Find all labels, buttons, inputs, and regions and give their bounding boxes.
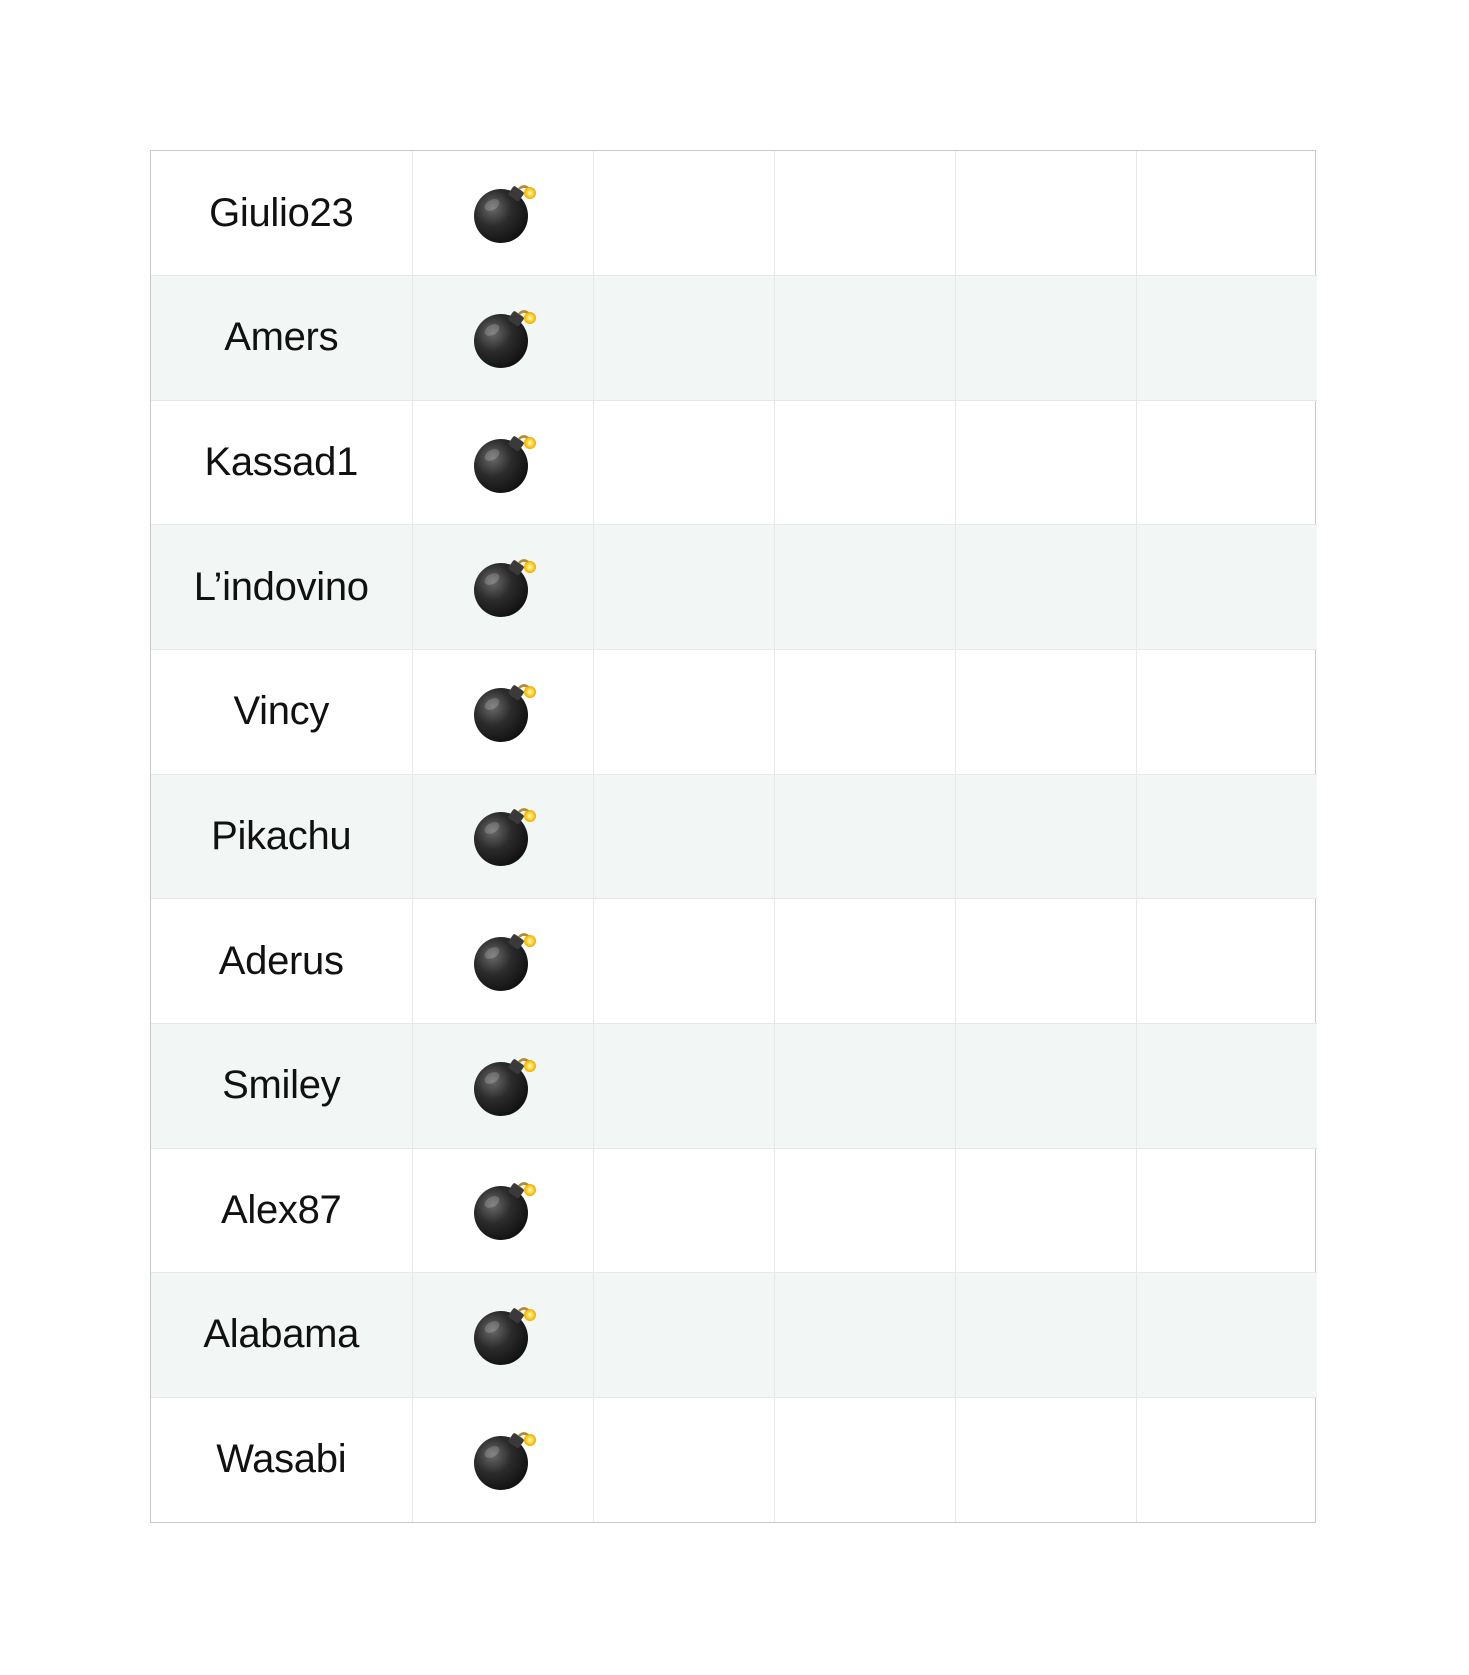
table-row — [151, 400, 1317, 525]
empty-cell — [774, 1273, 955, 1398]
icon-cell — [412, 1397, 593, 1522]
empty-cell — [955, 525, 1136, 650]
icon-cell — [412, 899, 593, 1024]
empty-cell — [774, 899, 955, 1024]
score-table — [150, 150, 1316, 1523]
empty-cell — [955, 400, 1136, 525]
bomb-icon — [413, 928, 593, 994]
empty-cell — [774, 1148, 955, 1273]
empty-cell — [955, 1148, 1136, 1273]
empty-cell — [1136, 1148, 1317, 1273]
empty-cell — [593, 1148, 774, 1273]
bomb-icon — [413, 803, 593, 869]
bomb-icon — [413, 554, 593, 620]
empty-cell — [593, 400, 774, 525]
bomb-icon — [413, 1427, 593, 1493]
player-name: Kassad1 — [151, 400, 412, 525]
empty-cell — [774, 1023, 955, 1148]
player-name: Giulio23 — [151, 151, 412, 276]
player-name: L’indovino — [151, 525, 412, 650]
icon-cell — [412, 1023, 593, 1148]
table-row — [151, 525, 1317, 650]
empty-cell — [593, 774, 774, 899]
table-row — [151, 1273, 1317, 1398]
empty-cell — [1136, 899, 1317, 1024]
empty-cell — [1136, 276, 1317, 401]
empty-cell — [774, 774, 955, 899]
bomb-icon — [413, 679, 593, 745]
empty-cell — [774, 525, 955, 650]
table-row — [151, 650, 1317, 775]
player-name: Pikachu — [151, 774, 412, 899]
empty-cell — [774, 151, 955, 276]
table-row — [151, 1023, 1317, 1148]
table-row — [151, 774, 1317, 899]
empty-cell — [774, 400, 955, 525]
player-name: Smiley — [151, 1023, 412, 1148]
empty-cell — [593, 276, 774, 401]
empty-cell — [955, 774, 1136, 899]
empty-cell — [955, 899, 1136, 1024]
empty-cell — [1136, 650, 1317, 775]
empty-cell — [955, 1023, 1136, 1148]
empty-cell — [955, 151, 1136, 276]
empty-cell — [955, 650, 1136, 775]
icon-cell — [412, 276, 593, 401]
empty-cell — [1136, 525, 1317, 650]
player-name: Alex87 — [151, 1148, 412, 1273]
bomb-icon — [413, 430, 593, 496]
icon-cell — [412, 1148, 593, 1273]
empty-cell — [955, 1397, 1136, 1522]
empty-cell — [774, 650, 955, 775]
player-name: Aderus — [151, 899, 412, 1024]
empty-cell — [1136, 151, 1317, 276]
bomb-icon — [413, 305, 593, 371]
players-grid — [151, 151, 1317, 1522]
empty-cell — [774, 276, 955, 401]
bomb-icon — [413, 1177, 593, 1243]
empty-cell — [593, 1023, 774, 1148]
empty-cell — [1136, 1023, 1317, 1148]
bomb-icon — [413, 1302, 593, 1368]
empty-cell — [955, 1273, 1136, 1398]
bomb-icon — [413, 1053, 593, 1119]
empty-cell — [774, 1397, 955, 1522]
bomb-icon — [413, 180, 593, 246]
icon-cell — [412, 151, 593, 276]
icon-cell — [412, 650, 593, 775]
empty-cell — [593, 1397, 774, 1522]
grid-body — [151, 151, 1317, 1522]
empty-cell — [1136, 1397, 1317, 1522]
empty-cell — [593, 1273, 774, 1398]
player-name: Vincy — [151, 650, 412, 775]
player-name: Alabama — [151, 1273, 412, 1398]
icon-cell — [412, 525, 593, 650]
empty-cell — [1136, 400, 1317, 525]
empty-cell — [1136, 1273, 1317, 1398]
empty-cell — [1136, 774, 1317, 899]
table-row — [151, 899, 1317, 1024]
table-row — [151, 1148, 1317, 1273]
player-name: Amers — [151, 276, 412, 401]
table-row — [151, 276, 1317, 401]
empty-cell — [955, 276, 1136, 401]
icon-cell — [412, 1273, 593, 1398]
empty-cell — [593, 151, 774, 276]
empty-cell — [593, 525, 774, 650]
table-row — [151, 151, 1317, 276]
table-row — [151, 1397, 1317, 1522]
icon-cell — [412, 400, 593, 525]
empty-cell — [593, 899, 774, 1024]
player-name: Wasabi — [151, 1397, 412, 1522]
icon-cell — [412, 774, 593, 899]
empty-cell — [593, 650, 774, 775]
